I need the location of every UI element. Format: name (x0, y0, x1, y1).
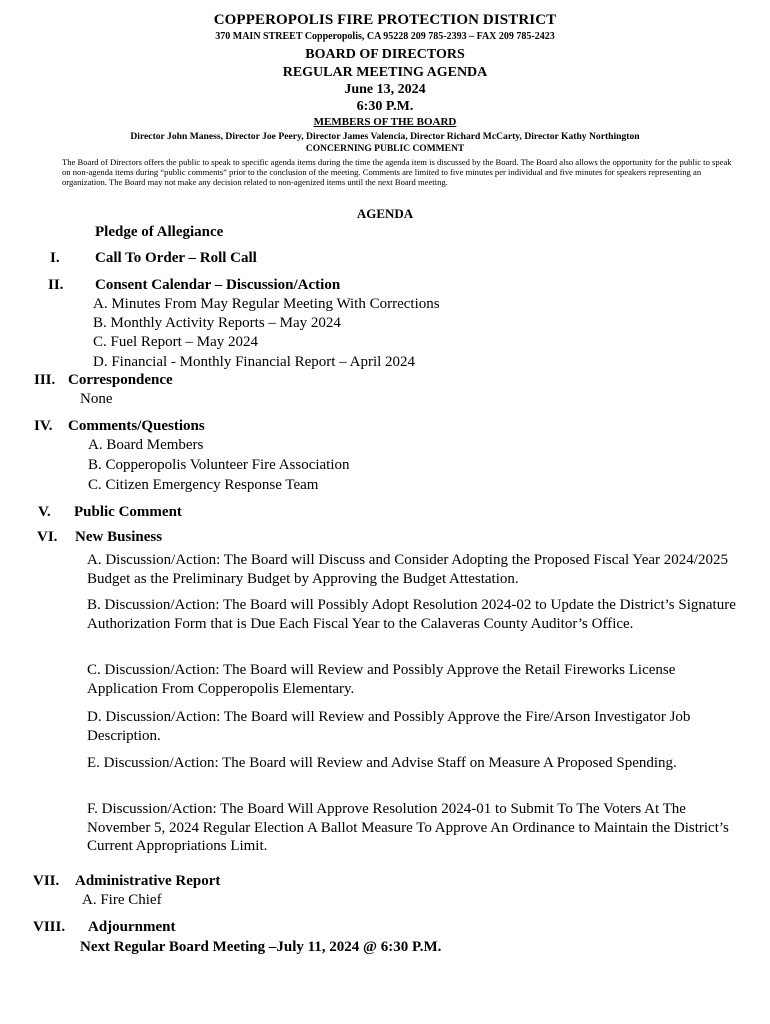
members-heading: MEMBERS OF THE BOARD (313, 116, 457, 128)
consent-item: D. Financial - Monthly Financial Report – April 2024 (93, 354, 416, 370)
section-2-title: Consent Calendar – Discussion/Action (95, 277, 341, 293)
section-3-number: III. (34, 372, 56, 388)
new-business-item: D. Discussion/Action: The Board will Review and Possibly Approve the Fire/Arson Investigator Job Description. (87, 709, 691, 744)
new-business-item: B. Discussion/Action: The Board will Possibly Adopt Resolution 2024-02 to Update the District’s Signature Authorization Form that is Due Each Fiscal Year to the Calaveras County Auditor’s Office. (87, 597, 736, 632)
public-comment-heading: CONCERNING PUBLIC COMMENT (305, 144, 465, 154)
consent-item: B. Monthly Activity Reports – May 2024 (93, 315, 341, 331)
consent-item: C. Fuel Report – May 2024 (93, 334, 258, 350)
consent-item: A. Minutes From May Regular Meeting With Corrections (93, 296, 440, 312)
section-1-title: Call To Order – Roll Call (95, 250, 257, 266)
public-comment-policy: The Board of Directors offers the public to speak to specific agenda items during the time the agenda item is discussed by the Board. The Board also allows the opportunity for the public to speak on non-agenda items during “public comments” prior to the conclusion of the meeting. Comments are limited to five minutes per individual and five minutes for speakers representing an organization. The Board may not make any decision related to non-agenized items until the next Board meeting. (62, 157, 732, 188)
new-business-item: F. Discussion/Action: The Board Will Approve Resolution 2024-01 to Submit To The Voters At The November 5, 2024 Regular Election A Ballot Measure To Approve An Ordinance to Maintain the District’s Current Appropriations Limit. (87, 801, 729, 854)
section-3-title: Correspondence (68, 372, 173, 388)
administrative-item: A. Fire Chief (82, 892, 162, 908)
correspondence-none: None (80, 391, 113, 407)
meeting-type: REGULAR MEETING AGENDA (282, 65, 488, 80)
section-4-title: Comments/Questions (68, 418, 205, 434)
comments-item: A. Board Members (88, 437, 204, 453)
board-members-list: Director John Maness, Director Joe Peery, Director James Valencia, Director Richard McCarty, Director Kathy Northington (130, 131, 640, 142)
section-7-number: VII. (33, 873, 60, 889)
section-2-number: II. (48, 277, 64, 293)
district-name: COPPEROPOLIS FIRE PROTECTION DISTRICT (213, 12, 557, 28)
section-6-title: New Business (75, 529, 163, 545)
section-5-title: Public Comment (74, 504, 182, 520)
section-7-title: Administrative Report (75, 873, 221, 889)
new-business-item: E. Discussion/Action: The Board will Review and Advise Staff on Measure A Proposed Spending. (87, 755, 677, 771)
meeting-date: June 13, 2024 (344, 82, 426, 97)
meeting-time: 6:30 P.M. (356, 99, 414, 114)
new-business-item: C. Discussion/Action: The Board will Review and Possibly Approve the Retail Fireworks License Application From Copperopolis Elementary. (87, 662, 676, 697)
district-address: 370 MAIN STREET Copperopolis, CA 95228 209 785-2393 – FAX 209 785-2423 (215, 31, 555, 42)
section-6-number: VI. (37, 529, 58, 545)
agenda-heading: AGENDA (356, 206, 414, 221)
comments-item: C. Citizen Emergency Response Team (88, 477, 319, 493)
next-meeting: Next Regular Board Meeting –July 11, 2024 @ 6:30 P.M. (80, 939, 442, 955)
section-8-title: Adjournment (88, 919, 176, 935)
board-title: BOARD OF DIRECTORS (305, 47, 465, 62)
section-1-number: I. (50, 250, 60, 266)
comments-item: B. Copperopolis Volunteer Fire Association (88, 457, 350, 473)
section-5-number: V. (38, 504, 51, 520)
new-business-item: A. Discussion/Action: The Board will Discuss and Consider Adopting the Proposed Fiscal Year 2024/2025 Budget as the Preliminary Budget by Approving the Budget Attestation. (87, 552, 728, 587)
section-4-number: IV. (34, 418, 53, 434)
pledge-of-allegiance: Pledge of Allegiance (95, 224, 224, 240)
section-8-number: VIII. (33, 919, 66, 935)
